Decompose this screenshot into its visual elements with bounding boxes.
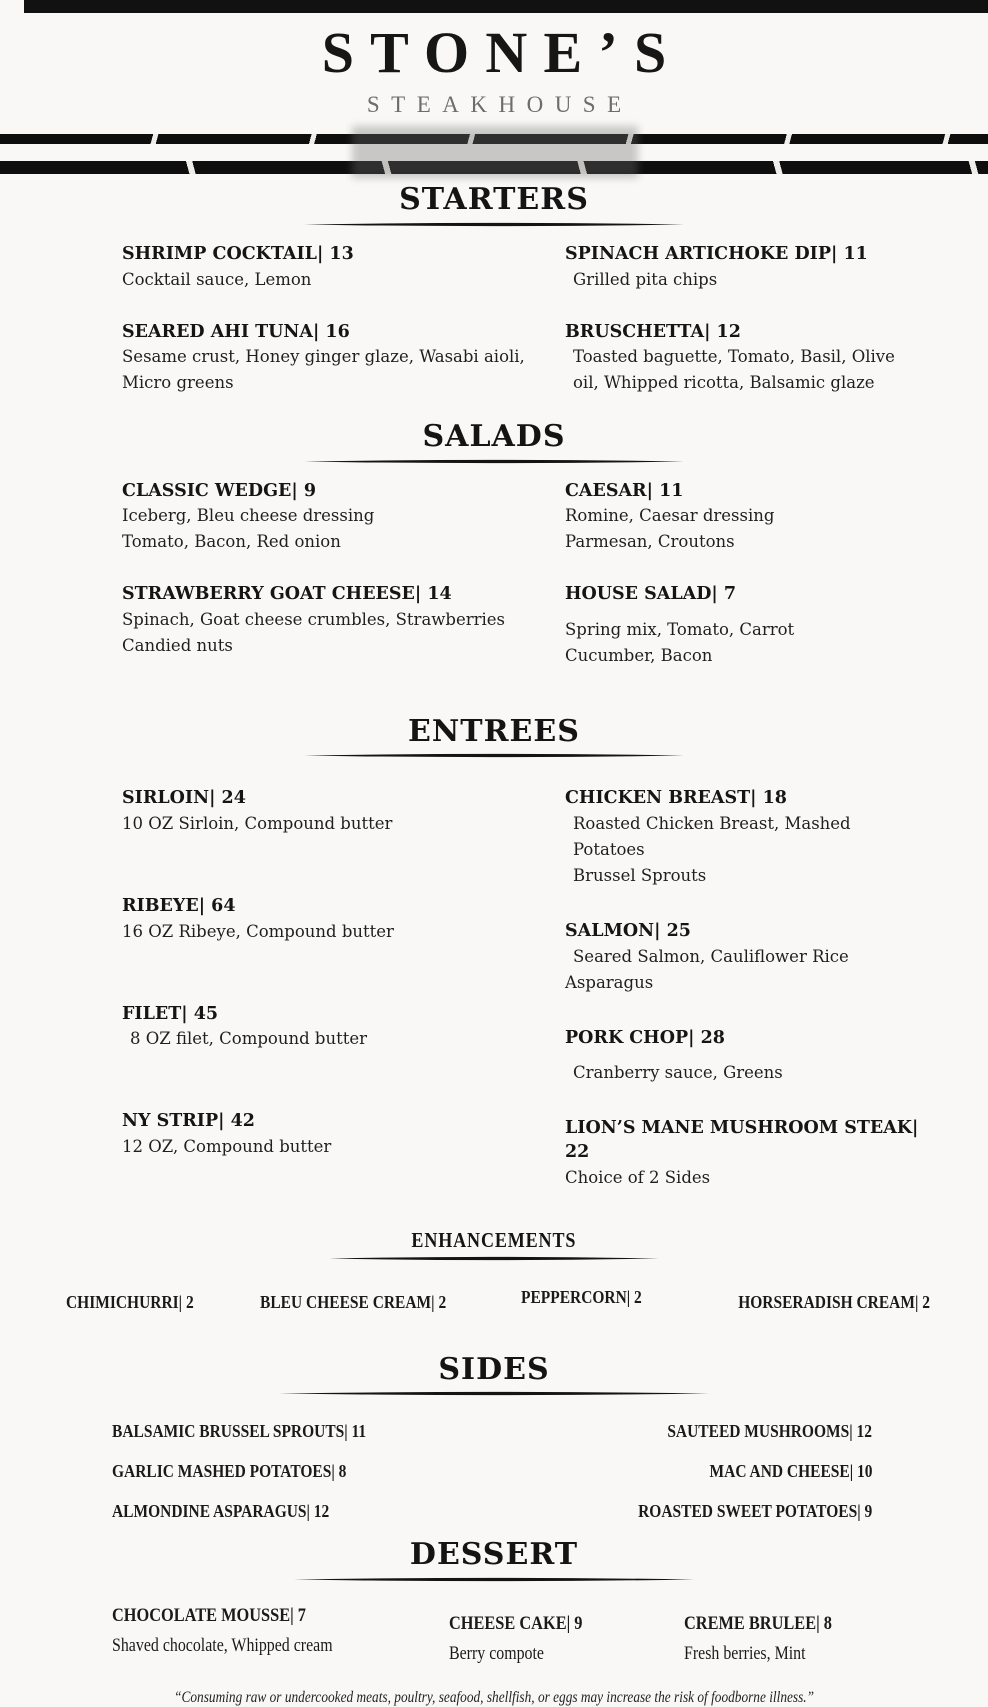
item-desc: Seared Salmon, Cauliflower Rice [573,946,849,966]
section-sides [0,1353,988,1523]
entrees-left-column [122,787,565,1221]
item-name: CHOCOLATE MOUSSE| 7 [112,1604,306,1626]
menu-item [684,1613,856,1665]
section-divider [329,1255,659,1262]
item-name: PORK CHOP| 28 [565,1027,725,1048]
restaurant-name: STONE’S [321,20,683,85]
section-divider [304,752,684,759]
item-name: CREME BRULEE| 8 [683,1612,832,1634]
item-desc: Grilled pita chips [573,269,718,289]
menu-item [122,1110,565,1160]
item-name: SEARED AHI TUNA| 16 [122,321,350,342]
restaurant-header [0,15,988,118]
item-desc: 16 OZ Ribeye, Compound butter [122,921,394,941]
footer [0,1687,988,1707]
starters-columns [0,243,988,424]
section-enhancements [0,1228,988,1313]
health-disclaimer: “Consuming raw or undercooked meats, poultry, seafood, shellfish, or eggs may increase the risk of foodborne illness.” [174,1688,814,1706]
menu-item [565,243,948,293]
item-desc: Choice of 2 Sides [565,1167,711,1187]
item-name: HOUSE SALAD| 7 [565,584,737,605]
item-desc: Spinach, Goat cheese crumbles, Strawberries [122,609,506,629]
item-desc: Tomato, Bacon, Red onion [122,532,341,552]
starters-left-column [122,243,565,424]
menu-item [122,583,565,659]
item-desc: Iceberg, Bleu cheese dressing [122,506,375,526]
item-desc: oil, Whipped ricotta, Balsamic glaze [573,373,875,393]
item-desc: Shaved chocolate, Whipped cream [112,1635,333,1656]
enhancement-item: CHIMICHURRI| 2 [66,1291,194,1312]
side-cell [492,1501,872,1522]
salads-columns [0,480,988,697]
item-desc: Parmesan, Croutons [565,532,735,552]
entrees-heading: ENTREES [408,713,580,749]
item-desc: Cucumber, Bacon [565,645,713,665]
item-desc: Cocktail sauce, Lemon [122,269,312,289]
enhancements-row [0,1286,988,1313]
item-name: BRUSCHETTA| 12 [565,321,741,342]
menu-item [112,1605,369,1657]
menu-item [565,920,948,996]
menu-item [565,787,948,889]
item-desc: Brussel Sprouts [573,866,707,886]
sides-grid [0,1421,988,1522]
enhancements-heading [0,1228,988,1252]
section-salads [0,420,988,697]
top-border-bar [0,0,988,13]
item-desc: Asparagus [565,972,654,992]
watermark-smudge [352,126,638,178]
dessert-row [0,1604,988,1664]
menu-item [565,1027,948,1087]
menu-item [122,321,565,397]
side-cell [112,1461,492,1482]
dessert-heading: DESSERT [409,1537,579,1573]
double-rule [0,134,988,174]
enhancement-item: BLEU CHEESE CREAM| 2 [259,1291,446,1312]
side-cell [112,1501,492,1522]
menu-item [565,583,948,669]
section-divider [294,1576,694,1583]
section-divider [304,458,684,465]
enhancements-heading-text: ENHANCEMENTS [411,1227,577,1252]
menu-item [122,480,565,556]
item-name: CLASSIC WEDGE| 9 [122,480,316,501]
item-desc: Micro greens [122,373,234,393]
side-cell [112,1421,492,1442]
item-name: SALMON| 25 [565,921,691,942]
item-desc: Cranberry sauce, Greens [573,1063,783,1083]
item-name: RIBEYE| 64 [122,896,236,917]
item-desc: Potatoes [573,840,645,860]
section-divider [304,221,684,228]
entrees-right-column [565,787,948,1221]
side-item: BALSAMIC BRUSSEL SPROUTS| 11 [112,1421,367,1442]
salads-heading: SALADS [422,419,566,455]
side-item: GARLIC MASHED POTATOES| 8 [112,1461,347,1482]
item-desc: Romine, Caesar dressing [565,506,775,526]
item-name: SPINACH ARTICHOKE DIP| 11 [565,243,868,264]
side-item: MAC AND CHEESE| 10 [709,1461,872,1482]
sides-heading: SIDES [438,1351,550,1387]
item-desc: 10 OZ Sirloin, Compound butter [122,814,393,834]
side-cell [492,1421,872,1442]
item-desc: Fresh berries, Mint [683,1643,806,1664]
side-item: SAUTEED MUSHROOMS| 12 [667,1421,872,1442]
item-name: LION’S MANE MUSHROOM STEAK| 22 [565,1118,919,1162]
menu-item [122,1003,565,1053]
item-desc: Roasted Chicken Breast, Mashed [573,814,851,834]
section-entrees [0,715,988,1222]
section-dessert [0,1537,988,1664]
item-desc: 8 OZ filet, Compound butter [130,1029,368,1049]
item-name: STRAWBERRY GOAT CHEESE| 14 [122,584,452,605]
side-item: ALMONDINE ASPARAGUS| 12 [112,1501,330,1522]
item-name: NY STRIP| 42 [122,1111,255,1132]
item-name: CHEESE CAKE| 9 [448,1612,583,1634]
enhancement-item: HORSERADISH CREAM| 2 [738,1291,930,1312]
menu-item [122,243,565,293]
starters-heading: STARTERS [399,182,589,218]
item-desc: Candied nuts [122,635,233,655]
item-name: FILET| 45 [122,1003,219,1024]
menu-item [565,321,948,397]
menu-item [449,1613,604,1665]
side-cell [492,1461,872,1482]
item-name: CAESAR| 11 [565,480,684,501]
salads-left-column [122,480,565,697]
menu-item [565,1117,948,1190]
item-desc: Toasted baguette, Tomato, Basil, Olive [573,347,895,367]
enhancement-item: PEPPERCORN| 2 [521,1286,643,1307]
section-divider [279,1390,709,1397]
item-name: SIRLOIN| 24 [122,788,246,809]
item-desc: Sesame crust, Honey ginger glaze, Wasabi aioli, [122,347,525,367]
menu-item [122,895,565,945]
menu-item [122,787,565,837]
starters-right-column [565,243,948,424]
side-item: ROASTED SWEET POTATOES| 9 [637,1501,872,1522]
section-starters [0,183,988,424]
item-desc: 12 OZ, Compound butter [122,1136,332,1156]
item-desc: Spring mix, Tomato, Carrot [565,619,795,639]
item-name: CHICKEN BREAST| 18 [565,788,787,809]
item-desc: Berry compote [448,1643,544,1664]
menu-item [565,480,948,556]
entrees-columns [0,787,988,1221]
salads-right-column [565,480,948,697]
restaurant-tagline: STEAKHOUSE [366,92,633,118]
item-name: SHRIMP COCKTAIL| 13 [122,243,354,264]
